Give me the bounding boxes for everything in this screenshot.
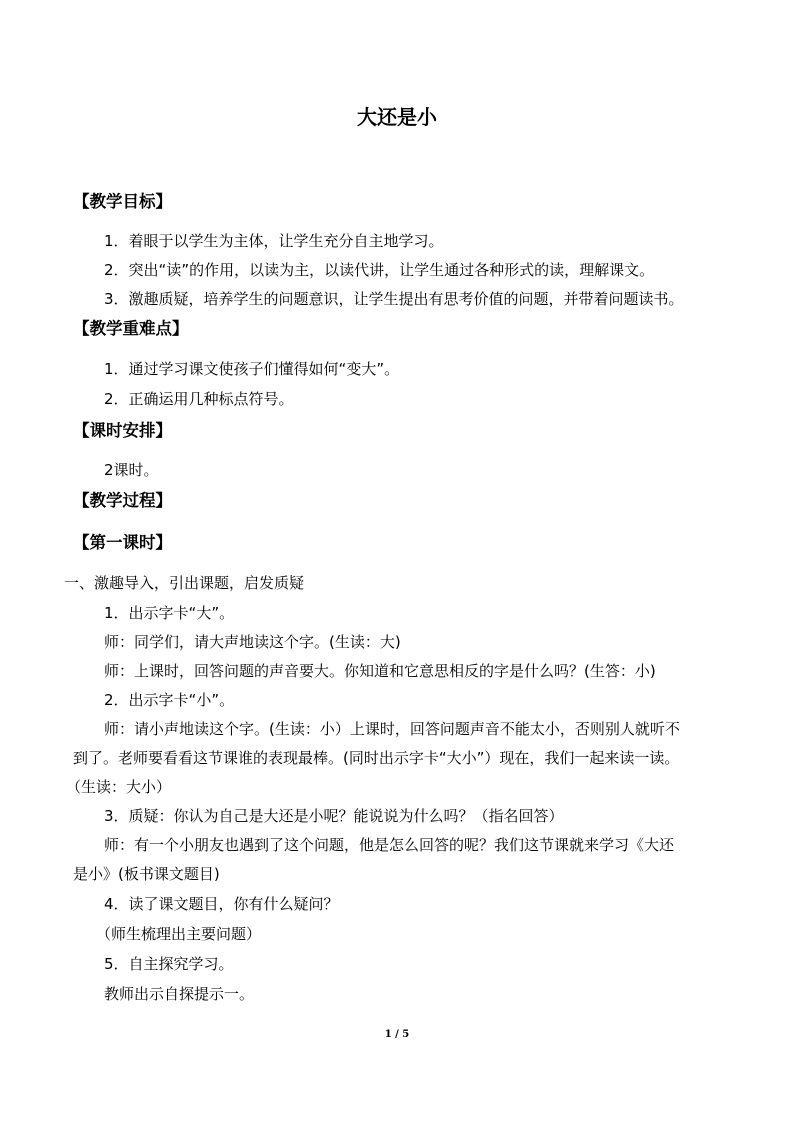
lesson-line: 师：同学们，请大声地读这个字。(生读：大) — [104, 633, 401, 651]
goal-item-2: 2．突出“读”的作用，以读为主，以读代讲，让学生通过各种形式的读，理解课文。 — [104, 261, 655, 279]
lesson-line: （生读：大小） — [66, 778, 172, 796]
lesson-line: 师：上课时，回答问题的声音要大。你知道和它意思相反的字是什么吗？(生答：小) — [104, 662, 656, 680]
lesson-line: 师：有一个小朋友也遇到了这个问题，他是怎么回答的呢？我们这节课就来学习《大还 — [104, 836, 675, 854]
key-point-item-1: 1．通过学习课文使孩子们懂得如何“变大”。 — [104, 360, 400, 378]
section-heading-process: 【教学过程】 — [73, 491, 172, 510]
section-heading-first-lesson: 【第一课时】 — [73, 533, 172, 552]
document-title: 大还是小 — [357, 105, 437, 129]
goal-item-1: 1．着眼于以学生为主体，让学生充分自主地学习。 — [104, 232, 444, 250]
lesson-line: 4．读了课文题目，你有什么疑问？ — [104, 895, 339, 913]
section-heading-goals: 【教学目标】 — [73, 192, 172, 211]
lesson-line: 5．自主探究学习。 — [104, 955, 234, 973]
page-number: 1 / 5 — [384, 1029, 410, 1040]
schedule-text: 2课时。 — [104, 461, 159, 479]
lesson-line: 师：请小声地读这个字。(生读：小）上课时，回答问题声音不能太小，否则别人就听不 — [104, 720, 680, 738]
section-heading-schedule: 【课时安排】 — [73, 421, 172, 440]
lesson-line: （师生梳理出主要问题） — [96, 925, 262, 943]
lesson-line: 1．出示字卡“大”。 — [104, 604, 235, 622]
lesson-line: 3．质疑：你认为自己是大还是小呢？能说说为什么吗？（指名回答） — [104, 807, 564, 825]
lesson-line: 教师出示自探提示一。 — [104, 985, 255, 1003]
lesson-line: 到了。老师要看看这节课谁的表现最棒。(同时出示字卡“大小”）现在，我们一起来读一读。 — [73, 749, 680, 767]
goal-item-3: 3．激趣质疑，培养学生的问题意识，让学生提出有思考价值的问题，并带着问题读书。 — [104, 290, 684, 308]
lesson-line: 是小》(板书课文题目) — [73, 865, 220, 883]
section-heading-key-points: 【教学重难点】 — [73, 319, 189, 338]
part-one-title: 一、激趣导入，引出课题，启发质疑 — [64, 574, 305, 592]
lesson-line: 2．出示字卡“小”。 — [104, 691, 235, 709]
key-point-item-2: 2．正确运用几种标点符号。 — [104, 390, 294, 408]
